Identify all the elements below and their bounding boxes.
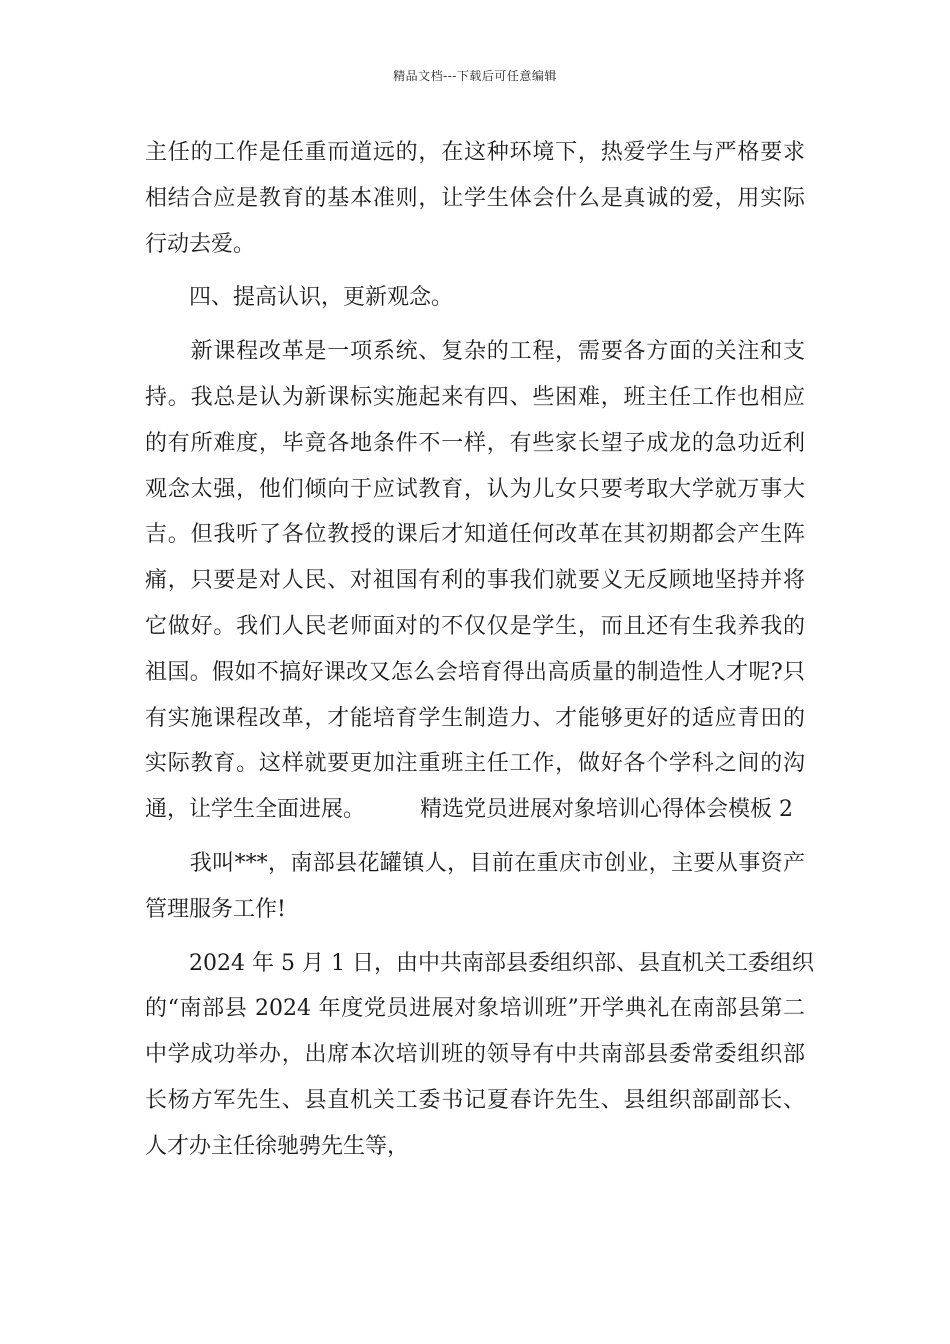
text-line: 它做好。我们人民老师面对的不仅仅是学生，而且还有生我养我的: [145, 613, 805, 639]
text-line: 长杨方军先生、县直机关工委书记夏春许先生、县组织部副部长、: [145, 1087, 805, 1113]
text-line: 观念太强，他们倾向于应试教育，认为儿女只要考取大学就万事大: [145, 476, 805, 502]
paragraph: [145, 130, 805, 267]
text-line: 2024 年 5 月 1 日，由中共南部县委组织部、县直机关工委组织: [145, 950, 814, 976]
paragraph: [145, 329, 805, 833]
text-line: 行动去爱。: [145, 231, 256, 257]
document-body: [145, 130, 814, 1170]
text-line: 吉。但我听了各位教授的课后才知道任何改革在其初期都会产生阵: [145, 522, 805, 548]
text-line: 有实施课程改革，才能培育学生制造力、才能够更好的适应青田的: [145, 705, 805, 731]
paragraph: [145, 841, 805, 933]
text-line: 管理服务工作!: [145, 896, 286, 922]
text-line: 相结合应是教育的基本准则，让学生体会什么是真诚的爱，用实际: [145, 185, 805, 211]
text-line: 持。我总是认为新课标实施起来有四、些困难，班主任工作也相应: [145, 384, 805, 410]
text-line: 的“南部县 2024 年度党员进展对象培训班”开学典礼在南部县第二: [145, 996, 805, 1022]
text-line: 人才办主任徐驰骋先生等，: [145, 1133, 410, 1159]
text-line: 中学成功举办，出席本次培训班的领导有中共南部县委常委组织部: [145, 1042, 805, 1068]
section-heading: [145, 275, 805, 321]
text-line: 新课程改革是一项系统、复杂的工程，需要各方面的关注和支: [145, 339, 805, 365]
text-line: 实际教育。这样就要更加注重班主任工作，做好各个学科之间的沟: [145, 751, 805, 777]
text-line: 痛，只要是对人民、对祖国有利的事我们就要义无反顾地坚持并将: [145, 568, 805, 594]
text-line: 通，让学生全面进展。 精选党员进展对象培训心得体会模板 2: [145, 797, 793, 823]
text-line: 我叫***，南部县花罐镇人，目前在重庆市创业，主要从事资产: [145, 850, 805, 876]
paragraph: [145, 941, 814, 1170]
text-line: 主任的工作是任重而道远的，在这种环境下，热爱学生与严格要求: [145, 140, 805, 165]
text-line: 祖国。假如不搞好课改又怎么会培育得出高质量的制造性人才呢?只: [145, 659, 805, 685]
text-line: 四、提高认识，更新观念。: [145, 285, 454, 311]
text-line: 的有所难度，毕竟各地条件不一样，有些家长望子成龙的急功近利: [145, 430, 805, 456]
page-header: 精品文档---下载后可任意编辑: [393, 69, 557, 83]
